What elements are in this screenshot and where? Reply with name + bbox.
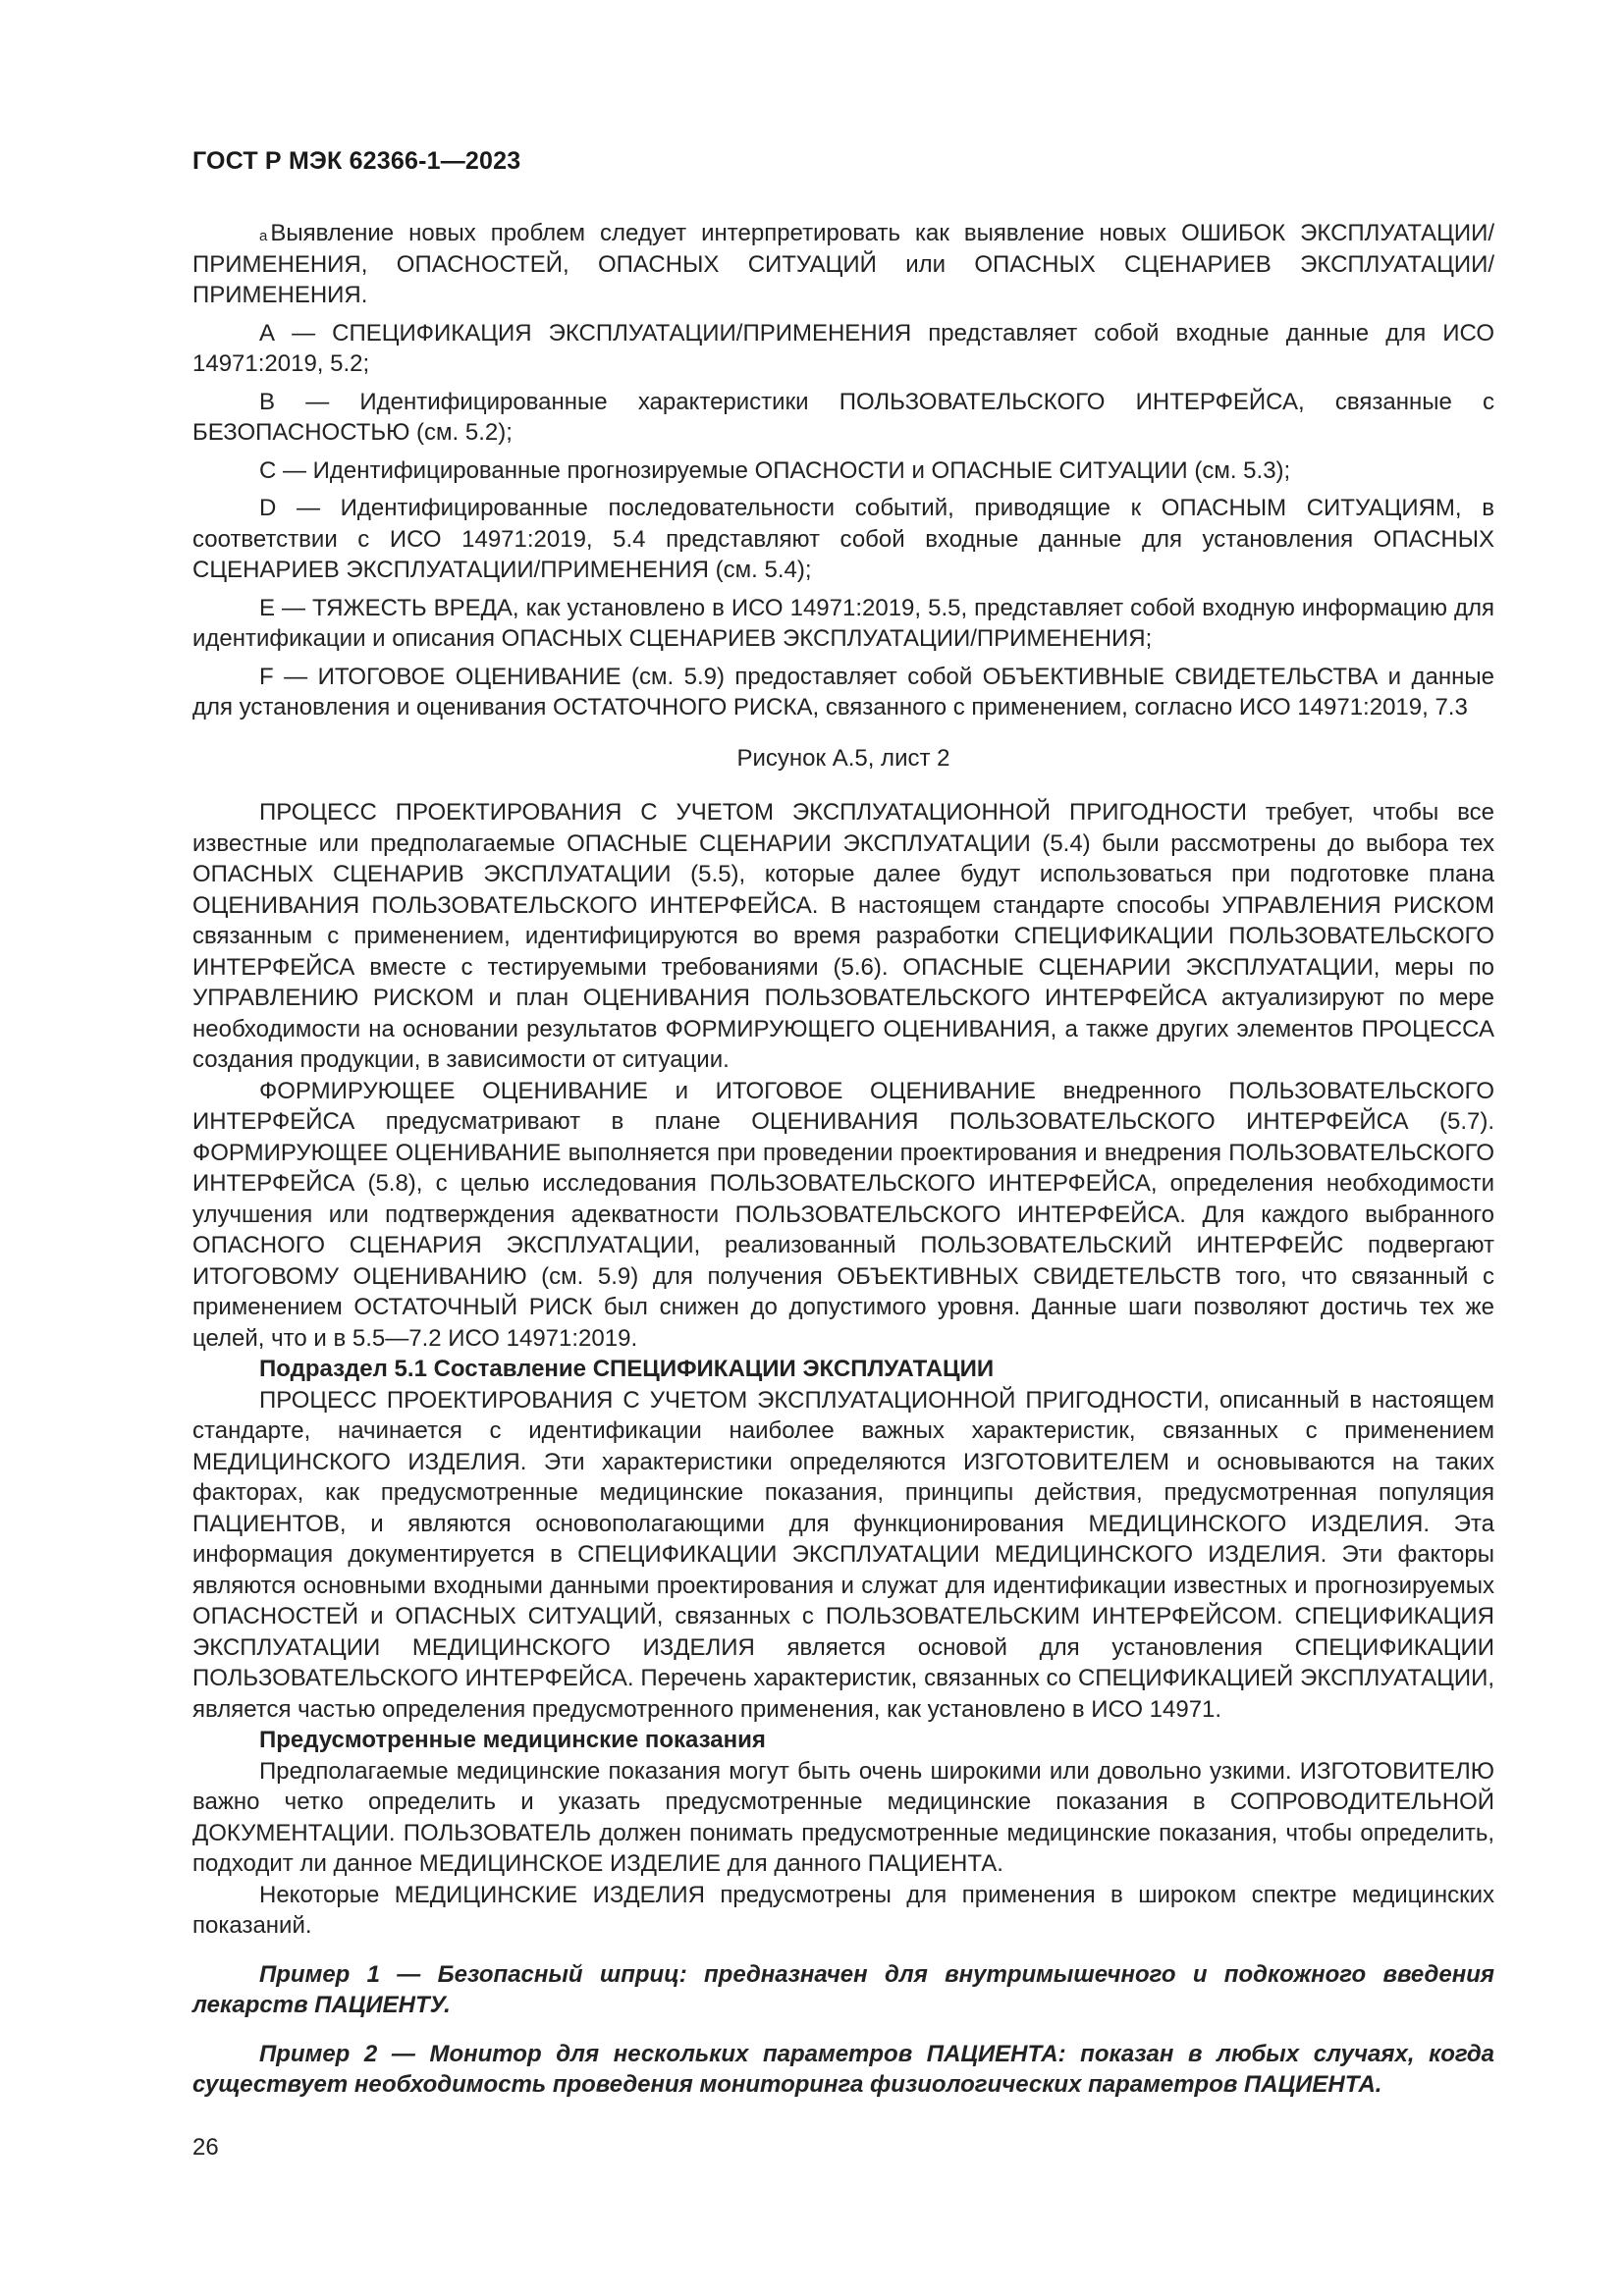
figure-notes (192, 218, 1494, 730)
paragraph-1: ПРОЦЕСС ПРОЕКТИРОВАНИЯ С УЧЕТОМ ЭКСПЛУАТАЦИОННОЙ ПРИГОДНОСТИ требует, чтобы все известные или предполагаемые ОПАСНЫЕ СЦЕНАРИИ ЭКСПЛУАТАЦИИ (5.4) были рассмотрены до выбора тех ОПАСНЫХ СЦЕНАРИВ ЭКСПЛУАТАЦИИ (5.5), которые далее будут использоваться при подготовке плана ОЦЕНИВАНИЯ ПОЛЬЗОВАТЕЛЬСКОГО ИНТЕРФЕЙСА. В настоящем стандарте способы УПРАВЛЕНИЯ РИСКОМ связанным с применением, идентифицируются во время разработки СПЕЦИФИКАЦИИ ПОЛЬЗОВАТЕЛЬСКОГО ИНТЕРФЕЙСА вместе с тестируемыми требованиями (5.6). ОПАСНЫЕ СЦЕНАРИИ ЭКСПЛУАТАЦИИ, меры по УПРАВЛЕНИЮ РИСКОМ и план ОЦЕНИВАНИЯ ПОЛЬЗОВАТЕЛЬСКОГО ИНТЕРФЕЙСА актуализируют по мере необходимости на основании результатов ФОРМИРУЮЩЕГО ОЦЕНИВАНИЯ, а также других элементов ПРОЦЕССА создания продукции, в зависимости от ситуации. (192, 799, 1494, 1073)
example-1: Пример 1 — Безопасный шприц: предназначен для внутримышечного и подкожного введения лекарств ПАЦИЕНТУ. (192, 1960, 1494, 2018)
paragraph-3: ПРОЦЕСС ПРОЕКТИРОВАНИЯ С УЧЕТОМ ЭКСПЛУАТАЦИОННОЙ ПРИГОДНОСТИ, описанный в настоящем стандарте, начинается с идентификации наиболее важных характеристик, связанных с применением МЕДИЦИНСКОГО ИЗДЕЛИЯ. Эти характеристики определяются ИЗГОТОВИТЕЛЕМ и основываются на таких факторах, как предусмотренные медицинские показания, принципы действия, предусмотренная популяция ПАЦИЕНТОВ, и являются основополагающими для функционирования МЕДИЦИНСКОГО ИЗДЕЛИЯ. Эта информация документируется в СПЕЦИФИКАЦИИ ЭКСПЛУАТАЦИИ МЕДИЦИНСКОГО ИЗДЕЛИЯ. Эти факторы являются основными входными данными проектирования и служат для идентификации известных и прогнозируемых ОПАСНОСТЕЙ и ОПАСНЫХ СИТУАЦИЙ, связанных с ПОЛЬЗОВАТЕЛЬСКИМ ИНТЕРФЕЙСОМ. СПЕЦИФИКАЦИЯ ЭКСПЛУАТАЦИИ МЕДИЦИНСКОГО ИЗДЕЛИЯ является основой для установления СПЕЦИФИКАЦИИ ПОЛЬЗОВАТЕЛЬСКОГО ИНТЕРФЕЙСА. Перечень характеристик, связанных со СПЕЦИФИКАЦИЕЙ ЭКСПЛУАТАЦИИ, является частью определения предусмотренного применения, как установлено в ИСО 14971. (192, 1386, 1494, 1723)
note-item-e: Е — ТЯЖЕСТЬ ВРЕДА, как установлено в ИСО 14971:2019, 5.5, представляет собой входную информацию для идентификации и описания ОПАСНЫХ СЦЕНАРИЕВ ЭКСПЛУАТАЦИИ/ПРИМЕНЕНИЯ; (192, 594, 1494, 652)
note-item-b: В — Идентифицированные характеристики ПОЛЬЗОВАТЕЛЬСКОГО ИНТЕРФЕЙСА, связанные с БЕЗОПАСНОСТЬЮ (см. 5.2); (192, 388, 1494, 446)
document-header: ГОСТ Р МЭК 62366-1—2023 (192, 147, 521, 175)
footnote-text: Выявление новых проблем следует интерпретировать как выявление новых ОШИБОК ЭКСПЛУАТАЦИИ/ПРИМЕНЕНИЯ, ОПАСНОСТЕЙ, ОПАСНЫХ СИТУАЦИЙ или ОПАСНЫХ СЦЕНАРИЕВ ЭКСПЛУАТАЦИИ/ПРИМЕНЕНИЯ. (192, 220, 1494, 308)
figure-caption: Рисунок А.5, лист 2 (736, 745, 950, 772)
subsection-heading: Подраздел 5.1 Составление СПЕЦИФИКАЦИИ ЭКСПЛУАТАЦИИ (259, 1356, 995, 1382)
note-item-f: F — ИТОГОВОЕ ОЦЕНИВАНИЕ (см. 5.9) предоставляет собой ОБЪЕКТИВНЫЕ СВИДЕТЕЛЬСТВА и данные для установления и оценивания ОСТАТОЧНОГО РИСКА, связанного с применением, согласно ИСО 14971:2019, 7.3 (192, 663, 1494, 721)
indications-heading: Предусмотренные медицинские показания (259, 1727, 766, 1753)
footnote-marker: a (259, 228, 268, 244)
page-number: 26 (192, 2134, 219, 2161)
note-item-c: С — Идентифицированные прогнозируемые ОПАСНОСТИ и ОПАСНЫЕ СИТУАЦИИ (см. 5.3); (259, 456, 1291, 484)
note-item-a: А — СПЕЦИФИКАЦИЯ ЭКСПЛУАТАЦИИ/ПРИМЕНЕНИЯ представляет собой входные данные для ИСО 14971:2019, 5.2; (192, 319, 1494, 377)
paragraph-5: Некоторые МЕДИЦИНСКИЕ ИЗДЕЛИЯ предусмотрены для применения в широком спектре медицинских показаний. (192, 1881, 1494, 1939)
note-item-d: D — Идентифицированные последовательности событий, приводящие к ОПАСНЫМ СИТУАЦИЯМ, в соответствии с ИСО 14971:2019, 5.4 представляют собой входные данные для установления ОПАСНЫХ СЦЕНАРИЕВ ЭКСПЛУАТАЦИИ/ПРИМЕНЕНИЯ (см. 5.4); (192, 495, 1494, 583)
paragraph-4: Предполагаемые медицинские показания могут быть очень широкими или довольно узкими. ИЗГОТОВИТЕЛЮ важно четко определить и указать предусмотренные медицинские показания в СОПРОВОДИТЕЛЬНОЙ ДОКУМЕНТАЦИИ. ПОЛЬЗОВАТЕЛЬ должен понимать предусмотренные медицинские показания, чтобы определить, подходит ли данное МЕДИЦИНСКОЕ ИЗДЕЛИЕ для данного ПАЦИЕНТА. (192, 1757, 1494, 1877)
footnote-a (192, 218, 1494, 311)
paragraph-2: ФОРМИРУЮЩЕЕ ОЦЕНИВАНИЕ и ИТОГОВОЕ ОЦЕНИВАНИЕ внедренного ПОЛЬЗОВАТЕЛЬСКОГО ИНТЕРФЕЙСА предусматривают в плане ОЦЕНИВАНИЯ ПОЛЬЗОВАТЕЛЬСКОГО ИНТЕРФЕЙСА (5.7). ФОРМИРУЮЩЕЕ ОЦЕНИВАНИЕ выполняется при проведении проектирования и внедрения ПОЛЬЗОВАТЕЛЬСКОГО ИНТЕРФЕЙСА (5.8), с целью исследования ПОЛЬЗОВАТЕЛЬСКОГО ИНТЕРФЕЙСА, определения необходимости улучшения или подтверждения адекватности ПОЛЬЗОВАТЕЛЬСКОГО ИНТЕРФЕЙСА. Для каждого выбранного ОПАСНОГО СЦЕНАРИЯ ЭКСПЛУАТАЦИИ, реализованный ПОЛЬЗОВАТЕЛЬСКИЙ ИНТЕРФЕЙС подвергают ИТОГОВОМУ ОЦЕНИВАНИЮ (см. 5.9) для получения ОБЪЕКТИВНЫХ СВИДЕТЕЛЬСТВ того, что связанный с применением ОСТАТОЧНЫЙ РИСК был снижен до допустимого уровня. Данные шаги позволяют достичь тех же целей, что и в 5.5—7.2 ИСО 14971:2019. (192, 1077, 1494, 1352)
example-2: Пример 2 — Монитор для нескольких параметров ПАЦИЕНТА: показан в любых случаях, когда существует необходимость проведения мониторинга физиологических параметров ПАЦИЕНТА. (192, 2040, 1494, 2098)
main-text (192, 797, 1494, 2101)
